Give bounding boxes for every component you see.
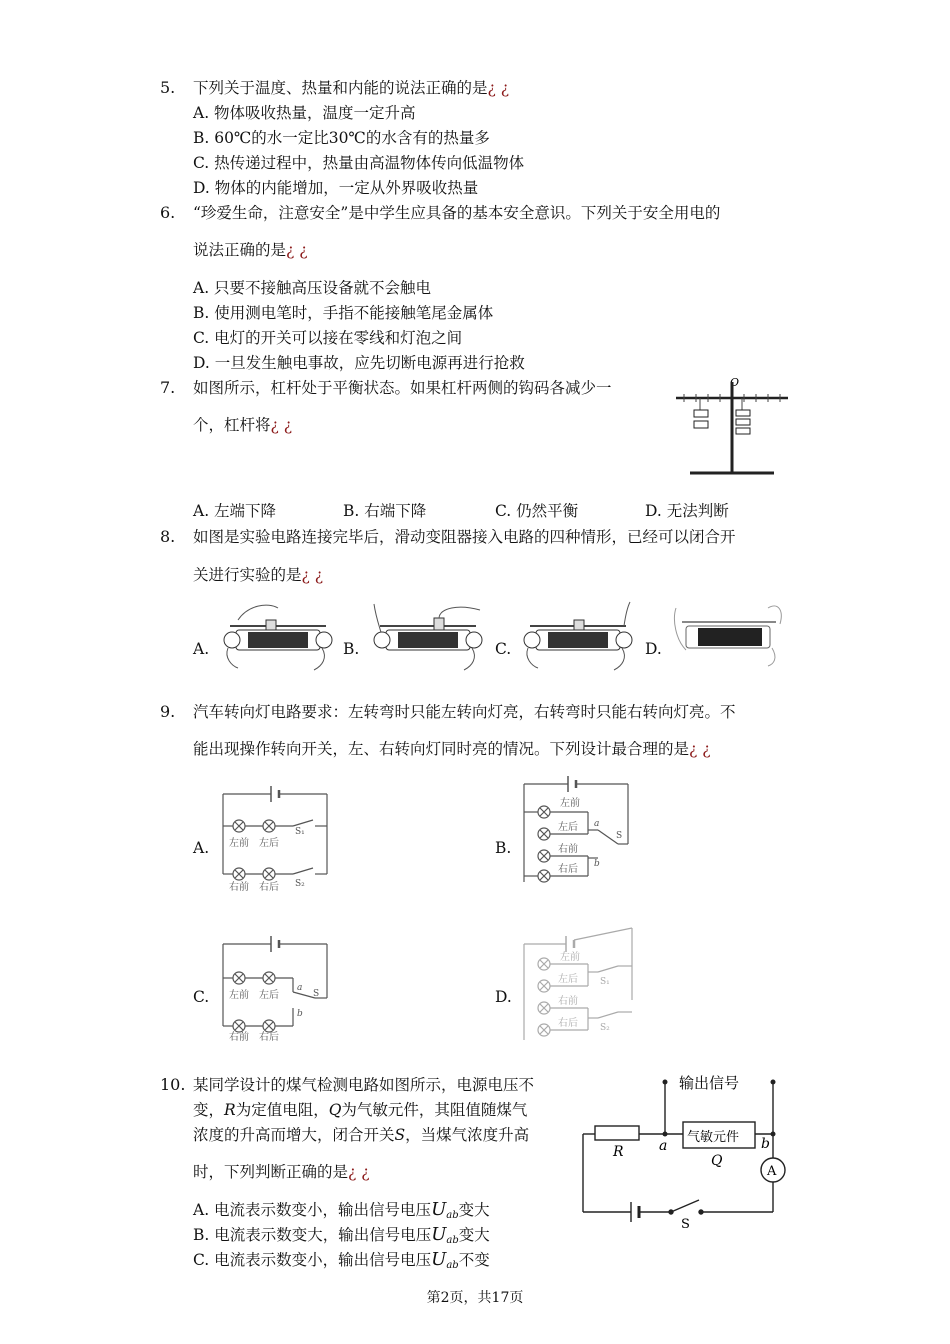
- q5-stem-text: 下列关于温度、热量和内能的说法正确的是: [193, 79, 488, 97]
- q10-stem2-mid: 为定值电阻，: [235, 1101, 329, 1119]
- q10-option-c-u: U: [431, 1249, 447, 1270]
- c-label-a: a: [297, 983, 303, 993]
- q10-stem3-post: ，当煤气浓度升高: [405, 1126, 530, 1144]
- left-weight-1: [694, 410, 708, 417]
- q8-answer-paren: ¿ ¿: [301, 566, 324, 584]
- q9-answer-paren: ¿ ¿: [689, 740, 711, 758]
- q10-option-a-u: U: [431, 1199, 447, 1220]
- q10-number: 10.: [160, 1075, 186, 1094]
- circuit-a: [215, 782, 335, 894]
- pivot-label: O: [730, 376, 740, 389]
- q5-stem: [193, 78, 509, 98]
- q10-option-a: [193, 1200, 490, 1226]
- q10-stem3-pre: 浓度的升高而增大，闭合开关: [193, 1126, 395, 1144]
- q8-label-d: D.: [645, 640, 662, 658]
- q10-option-c: [193, 1250, 490, 1276]
- q10-option-b-ab: ab: [446, 1235, 459, 1246]
- q10-stem-line2: [193, 1100, 527, 1120]
- q8-label-c: C.: [495, 640, 512, 658]
- q10-symbol-q: Q: [328, 1101, 342, 1119]
- right-weight-3: [736, 428, 750, 434]
- b-label-right-front: 右前: [558, 844, 578, 855]
- q10-option-b-post: 变大: [458, 1226, 490, 1244]
- q9-number: 9.: [160, 702, 176, 721]
- d-label-right-back: 右后: [558, 1018, 578, 1029]
- q10-stem-text: 时，下列判断正确的是: [193, 1163, 349, 1181]
- q9-stem-line2: [193, 739, 711, 759]
- q10-stem-line3: [193, 1125, 529, 1145]
- q7-option-d: D. 无法判断: [645, 502, 729, 520]
- q10-stem-line1: 某同学设计的煤气检测电路如图所示，电源电压不: [193, 1076, 535, 1094]
- q10-option-b: [193, 1225, 490, 1251]
- d-label-s1: S₁: [600, 977, 610, 987]
- b-label-left-back: 左后: [558, 822, 578, 833]
- q9-stem-line1: 汽车转向灯电路要求：左转弯时只能左转向灯亮，右转弯时只能右转向灯亮。不: [193, 703, 736, 721]
- d-label-right-front: 右前: [558, 996, 578, 1007]
- b-label-s: S: [616, 831, 623, 841]
- q10-option-b-pre: B. 电流表示数变大，输出信号电压: [193, 1226, 432, 1244]
- q10-symbol-r: R: [224, 1101, 236, 1119]
- q10-option-c-pre: C. 电流表示数变小，输出信号电压: [193, 1251, 432, 1269]
- element-q-label: Q: [711, 1153, 723, 1169]
- ammeter-label: A: [767, 1164, 777, 1179]
- circuit-b: [518, 772, 638, 890]
- q5-number: 5.: [160, 78, 176, 97]
- switch-label: S: [681, 1217, 690, 1232]
- a-label-right-back: 右后: [259, 882, 279, 893]
- b-label-a: a: [594, 819, 600, 829]
- a-label-s1: S₁: [295, 827, 305, 837]
- q10-symbol-s: S: [394, 1126, 406, 1144]
- q10-option-a-ab: ab: [446, 1210, 459, 1221]
- q6-option-d: D. 一旦发生触电事故，应先切断电源再进行抢救: [193, 354, 525, 372]
- q10-stem2-pre: 变，: [193, 1101, 225, 1119]
- q5-option-a: A. 物体吸收热量，温度一定升高: [193, 104, 416, 122]
- q10-answer-paren: ¿ ¿: [348, 1163, 370, 1181]
- q9-label-a: A.: [193, 839, 210, 857]
- gas-element-label: 气敏元件: [687, 1130, 740, 1145]
- page-footer: 第2页，共17页: [426, 1290, 524, 1306]
- q10-option-c-ab: ab: [446, 1260, 459, 1271]
- node-a-label: a: [659, 1138, 668, 1154]
- q7-answer-paren: ¿ ¿: [270, 416, 293, 434]
- rheostat-a: [218, 600, 338, 672]
- b-label-left-front: 左前: [560, 798, 580, 809]
- q8-stem-text: 关进行实验的是: [193, 566, 302, 584]
- b-label-right-back: 右后: [558, 864, 578, 875]
- a-label-left-front: 左前: [229, 838, 249, 849]
- q5-option-c: C. 热传递过程中，热量由高温物体传向低温物体: [193, 154, 525, 172]
- q7-stem-line2: [193, 415, 292, 435]
- gas-detector-circuit: [575, 1068, 795, 1234]
- left-weight-2: [694, 421, 708, 428]
- q9-stem-text: 能出现操作转向开关，左、右转向灯同时亮的情况。下列设计最合理的是: [193, 740, 690, 758]
- q6-option-c: C. 电灯的开关可以接在零线和灯泡之间: [193, 329, 463, 347]
- right-weight-1: [736, 410, 750, 416]
- q6-stem-text: 说法正确的是: [193, 241, 287, 259]
- q8-stem-line1: 如图是实验电路连接完毕后，滑动变阻器接入电路的四种情形，已经可以闭合开: [193, 528, 736, 546]
- q7-stem-line1: 如图所示，杠杆处于平衡状态。如果杠杆两侧的钩码各减少一: [193, 379, 612, 397]
- q6-stem-line1: “珍爱生命，注意安全”是中学生应具备的基本安全意识。下列关于安全用电的: [193, 204, 721, 222]
- q5-answer-paren: ¿ ¿: [487, 79, 510, 97]
- q8-label-b: B.: [343, 640, 360, 658]
- circuit-d: [518, 922, 638, 1046]
- a-label-left-back: 左后: [259, 838, 279, 849]
- q5-option-b: B. 60℃的水一定比30℃的水含有的热量多: [193, 129, 490, 147]
- rheostat-d: [668, 600, 788, 672]
- d-label-left-back: 左后: [558, 974, 578, 985]
- rheostat-c: [518, 600, 638, 672]
- q7-option-b: B. 右端下降: [343, 502, 427, 520]
- q6-option-b: B. 使用测电笔时，手指不能接触笔尾金属体: [193, 304, 494, 322]
- q6-answer-paren: ¿ ¿: [286, 241, 308, 259]
- q5-option-d: D. 物体的内能增加，一定从外界吸收热量: [193, 179, 479, 197]
- q9-label-d: D.: [495, 988, 512, 1006]
- node-b-label: b: [761, 1136, 770, 1152]
- q10-stem2-post: 为气敏元件，其阻值随煤气: [341, 1101, 528, 1119]
- d-label-left-front: 左前: [560, 952, 580, 963]
- c-label-left-back: 左后: [259, 990, 279, 1001]
- c-label-s: S: [313, 989, 320, 999]
- a-label-right-front: 右前: [229, 882, 249, 893]
- output-signal-label: 输出信号: [679, 1074, 740, 1092]
- q6-stem-line2: [193, 240, 308, 260]
- q9-label-c: C.: [193, 988, 210, 1006]
- q8-label-a: A.: [193, 640, 210, 658]
- rheostat-b: [368, 600, 488, 672]
- c-label-right-back: 右后: [259, 1032, 279, 1043]
- q9-label-b: B.: [495, 839, 512, 857]
- lever-figure: [670, 372, 795, 480]
- resistor-r: [595, 1126, 639, 1140]
- d-label-s2: S₂: [600, 1023, 610, 1033]
- q10-stem-line4: [193, 1162, 370, 1182]
- q7-stem-text: 个，杠杆将: [193, 416, 271, 434]
- b-label-b: b: [594, 859, 600, 869]
- c-label-right-front: 右前: [229, 1032, 249, 1043]
- circuit-c: [215, 932, 335, 1044]
- q6-option-a: A. 只要不接触高压设备就不会触电: [193, 279, 432, 297]
- c-label-left-front: 左前: [229, 990, 249, 1001]
- a-label-s2: S₂: [295, 879, 305, 889]
- q10-option-a-pre: A. 电流表示数变小，输出信号电压: [193, 1201, 432, 1219]
- q10-option-b-u: U: [431, 1224, 447, 1245]
- right-weight-2: [736, 419, 750, 425]
- q6-number: 6.: [160, 203, 176, 222]
- resistor-label: R: [613, 1144, 624, 1160]
- q8-number: 8.: [160, 527, 176, 546]
- q7-number: 7.: [160, 378, 176, 397]
- q7-option-a: A. 左端下降: [193, 502, 277, 520]
- q10-option-c-post: 不变: [458, 1251, 490, 1269]
- q7-option-c: C. 仍然平衡: [495, 502, 579, 520]
- q10-option-a-post: 变大: [458, 1201, 490, 1219]
- q8-stem-line2: [193, 565, 323, 585]
- c-label-b: b: [297, 1009, 303, 1019]
